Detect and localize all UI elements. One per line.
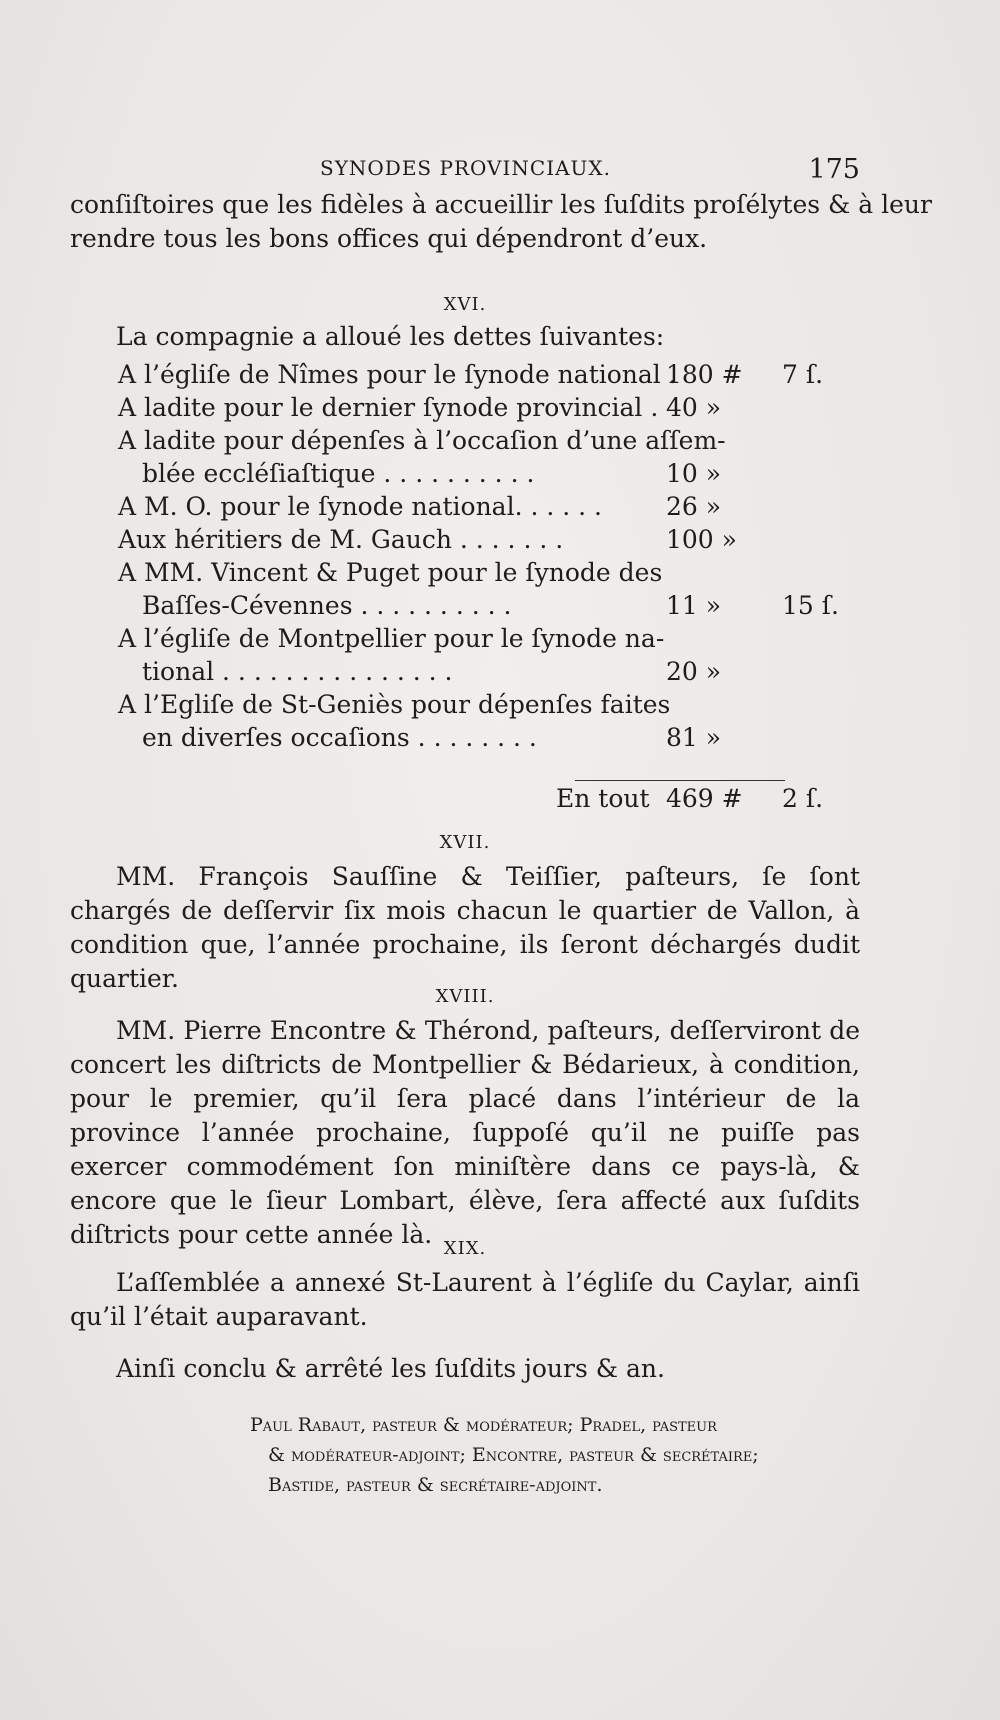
debt-row <box>70 393 860 426</box>
debts-lead: La compagnie a alloué les dettes ſuivantes: <box>116 322 665 351</box>
debt-row <box>70 690 860 723</box>
section-number: XVII. <box>439 832 491 853</box>
debt-row <box>70 459 860 492</box>
total-amount: 469 # <box>666 784 743 813</box>
running-title: SYNODES PROVINCIAUX. <box>320 156 611 180</box>
section-xviii <box>70 980 860 1252</box>
section-text: L’aſſemblée a annexé St-Laurent à l’égliſe du Caylar, ainſi qu’il l’était auparavant. <box>70 1268 860 1331</box>
section-xvi-heading <box>70 288 860 322</box>
debt-row <box>70 624 860 657</box>
debt-sols: 7 ſ. <box>782 360 824 389</box>
signature-line-3: Bastide, paſteur & ſecrétaire-adjoint. <box>268 1474 603 1496</box>
debt-row <box>70 591 860 624</box>
total-label: En tout <box>556 784 650 813</box>
debt-amount: 26 » <box>666 492 722 521</box>
debt-label: A MM. Vincent & Puget pour le ſynode des <box>118 558 663 587</box>
signature-line-2: & modérateur-adjoint; Encontre, paſteur & ſecrétaire; <box>268 1444 759 1466</box>
debt-amount: 10 » <box>666 459 722 488</box>
sum-rule <box>575 780 785 781</box>
signature-block <box>250 1410 820 1500</box>
debt-label: A l’égliſe de Montpellier pour le ſynode na- <box>118 624 665 653</box>
section-text: MM. François Sauſſine & Teiſſier, paſteurs, ſe ſont chargés de deſſervir ſix mois chacun le quartier de Vallon, à condition que, l’année prochaine, ils ſeront déchargés dudit quartier. <box>70 862 860 993</box>
debt-label: Baſſes-Cévennes . . . . . . . . . . <box>142 591 512 620</box>
debts-list <box>70 360 860 756</box>
debt-amount: 40 » <box>666 393 722 422</box>
debt-amount: 11 » <box>666 591 722 620</box>
debt-label: Aux héritiers de M. Gauch . . . . . . . <box>118 525 564 554</box>
section-text: MM. Pierre Encontre & Thérond, paſteurs, deſſerviront de concert les diſtricts de Montpellier & Bédarieux, à condition, pour le premier, qu’il ſera placé dans l’intérieur de la province l’année prochaine, ſuppoſé qu’il ne puiſſe pas exercer commodément ſon miniſtère dans ce pays-là, & encore que le ſieur Lombart, élève, ſera affecté aux ſuſdits diſtricts pour cette année là. <box>70 1016 860 1249</box>
signature-line-1: Paul Rabaut, paſteur & modérateur; Pradel, paſteur <box>250 1414 717 1436</box>
debt-label: en diverſes occaſions . . . . . . . . <box>142 723 537 752</box>
closing-paragraph <box>70 1352 860 1386</box>
debt-row <box>70 426 860 459</box>
debt-amount: 20 » <box>666 657 722 686</box>
debt-label: A M. O. pour le ſynode national. . . . . . <box>118 492 602 521</box>
debt-sols: 15 ſ. <box>782 591 839 620</box>
debt-row <box>70 723 860 756</box>
section-number: XVIII. <box>435 986 495 1007</box>
section-number: XVI. <box>443 294 487 315</box>
intro-line-2: rendre tous les bons offices qui dépendront d’eux. <box>70 224 708 253</box>
section-xix <box>70 1232 860 1334</box>
total-sols: 2 ſ. <box>782 784 824 813</box>
debt-label: A ladite pour le dernier ſynode provincial . <box>118 393 659 422</box>
debt-label: A l’Egliſe de St-Geniès pour dépenſes faites <box>118 690 671 719</box>
page-number: 175 <box>808 154 860 185</box>
debt-row <box>70 525 860 558</box>
debt-amount: 81 » <box>666 723 722 752</box>
debt-label: blée eccléſiaſtique . . . . . . . . . . <box>142 459 535 488</box>
debt-amount: 180 # <box>666 360 743 389</box>
intro-line-1: conſiſtoires que les fidèles à accueillir les ſuſdits proſélytes & à leur <box>70 190 932 219</box>
closing-text: Ainſi conclu & arrêté les ſuſdits jours & an. <box>116 1354 665 1383</box>
page-header <box>70 150 860 190</box>
debt-label: tional . . . . . . . . . . . . . . . <box>142 657 453 686</box>
debt-row <box>70 360 860 393</box>
debt-label: A l’égliſe de Nîmes pour le ſynode national . <box>118 360 677 389</box>
intro-paragraph <box>70 188 932 256</box>
debt-label: A ladite pour dépenſes à l’occaſion d’une aſſem- <box>118 426 726 455</box>
section-xvi-lead <box>70 320 860 354</box>
debt-row <box>70 492 860 525</box>
debts-total <box>70 784 860 818</box>
section-number: XIX. <box>443 1238 487 1259</box>
debt-row <box>70 657 860 690</box>
debt-row <box>70 558 860 591</box>
section-xvii <box>70 826 860 996</box>
debt-amount: 100 » <box>666 525 737 554</box>
